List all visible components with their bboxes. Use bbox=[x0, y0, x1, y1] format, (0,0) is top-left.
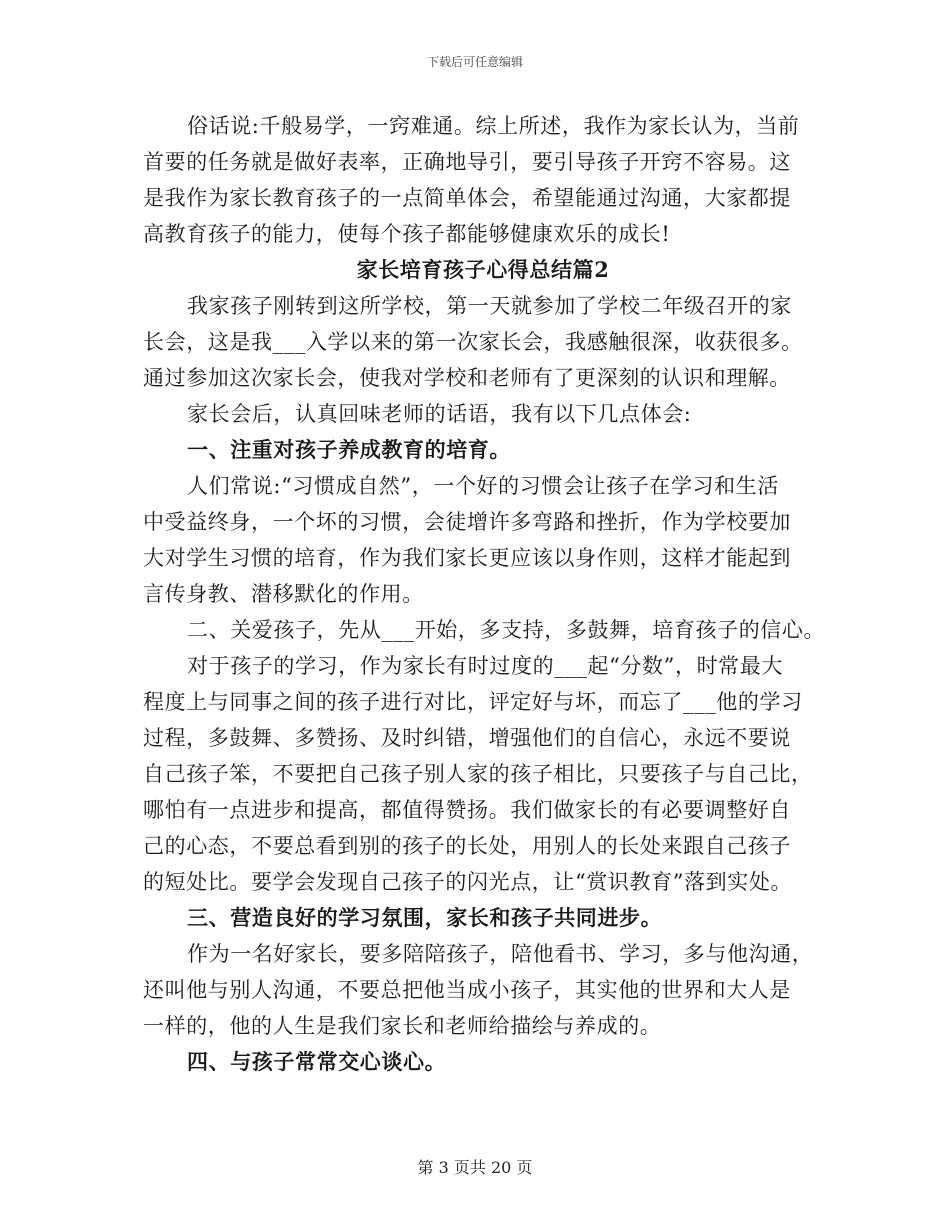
section-heading: 三、营造良好的学习氛围，家长和孩子共同进步。 bbox=[187, 905, 663, 930]
paragraph-line: 己的心态，不要总看到别的孩子的长处，用别人的长处来跟自己孩子 bbox=[143, 834, 791, 858]
section-heading: 四、与孩子常常交心谈心。 bbox=[187, 1049, 447, 1074]
page-footer: 第 3 页共 20 页 bbox=[417, 1158, 533, 1177]
paragraph-line: 长会，这是我___入学以来的第一次家长会，我感触很深，收获很多。 bbox=[143, 330, 803, 354]
paragraph-line: 的短处比。要学会发现自己孩子的闪光点，让“赏识教育”落到实处。 bbox=[143, 870, 793, 894]
paragraph-line: 家长会后，认真回味老师的话语，我有以下几点体会: bbox=[187, 402, 692, 426]
paragraph-line: 我家孩子刚转到这所学校，第一天就参加了学校二年级召开的家 bbox=[187, 294, 792, 318]
paragraph-line: 作为一名好家长，要多陪陪孩子，陪他看书、学习，多与他沟通， bbox=[187, 942, 814, 966]
paragraph-line: 自己孩子笨，不要把自己孩子别人家的孩子相比，只要孩子与自己比， bbox=[143, 762, 813, 786]
paragraph-line: 通过参加这次家长会，使我对学校和老师有了更深刻的认识和理解。 bbox=[143, 366, 791, 390]
paragraph-line: 言传身教、潜移默化的作用。 bbox=[143, 582, 424, 606]
paragraph-line: 对于孩子的学习，作为家长有时过度的___起“分数”，时常最大 bbox=[187, 654, 783, 678]
paragraph-line: 人们常说:“习惯成自然”，一个好的习惯会让孩子在学习和生活 bbox=[187, 474, 779, 498]
section-title: 家长培育孩子心得总结篇2 bbox=[356, 257, 610, 282]
paragraph-line: 是我作为家长教育孩子的一点简单体会，希望能通过沟通，大家都提 bbox=[143, 186, 791, 210]
paragraph-line: 首要的任务就是做好表率，正确地导引，要引导孩子开窍不容易。这 bbox=[143, 150, 791, 174]
paragraph-line: 一样的，他的人生是我们家长和老师给描绘与养成的。 bbox=[143, 1014, 662, 1038]
paragraph-line: 哪怕有一点进步和提高，都值得赞扬。我们做家长的有必要调整好自 bbox=[143, 798, 791, 822]
paragraph-line: 程度上与同事之间的孩子进行对比，评定好与坏，而忘了___他的学习 bbox=[143, 690, 803, 714]
paragraph-line: 中受益终身，一个坏的习惯，会徒增许多弯路和挫折，作为学校要加 bbox=[143, 510, 791, 534]
paragraph-line: 高教育孩子的能力，使每个孩子都能够健康欢乐的成长! bbox=[143, 222, 671, 246]
paragraph-line: 大对学生习惯的培育，作为我们家长更应该以身作则，这样才能起到 bbox=[143, 546, 791, 570]
page-header: 下载后可任意编辑 bbox=[426, 55, 523, 69]
paragraph-line: 过程，多鼓舞、多赞扬、及时纠错，增强他们的自信心，永远不要说 bbox=[143, 726, 791, 750]
section-heading: 一、注重对孩子养成教育的培育。 bbox=[187, 437, 511, 462]
paragraph-line: 俗话说:千般易学，一窍难通。综上所述，我作为家长认为，当前 bbox=[187, 114, 800, 138]
document-body bbox=[143, 108, 826, 1080]
paragraph-line: 二、关爱孩子，先从___开始，多支持，多鼓舞，培育孩子的信心。 bbox=[187, 618, 826, 642]
paragraph-line: 还叫他与别人沟通，不要总把他当成小孩子，其实他的世界和大人是 bbox=[143, 978, 791, 1002]
